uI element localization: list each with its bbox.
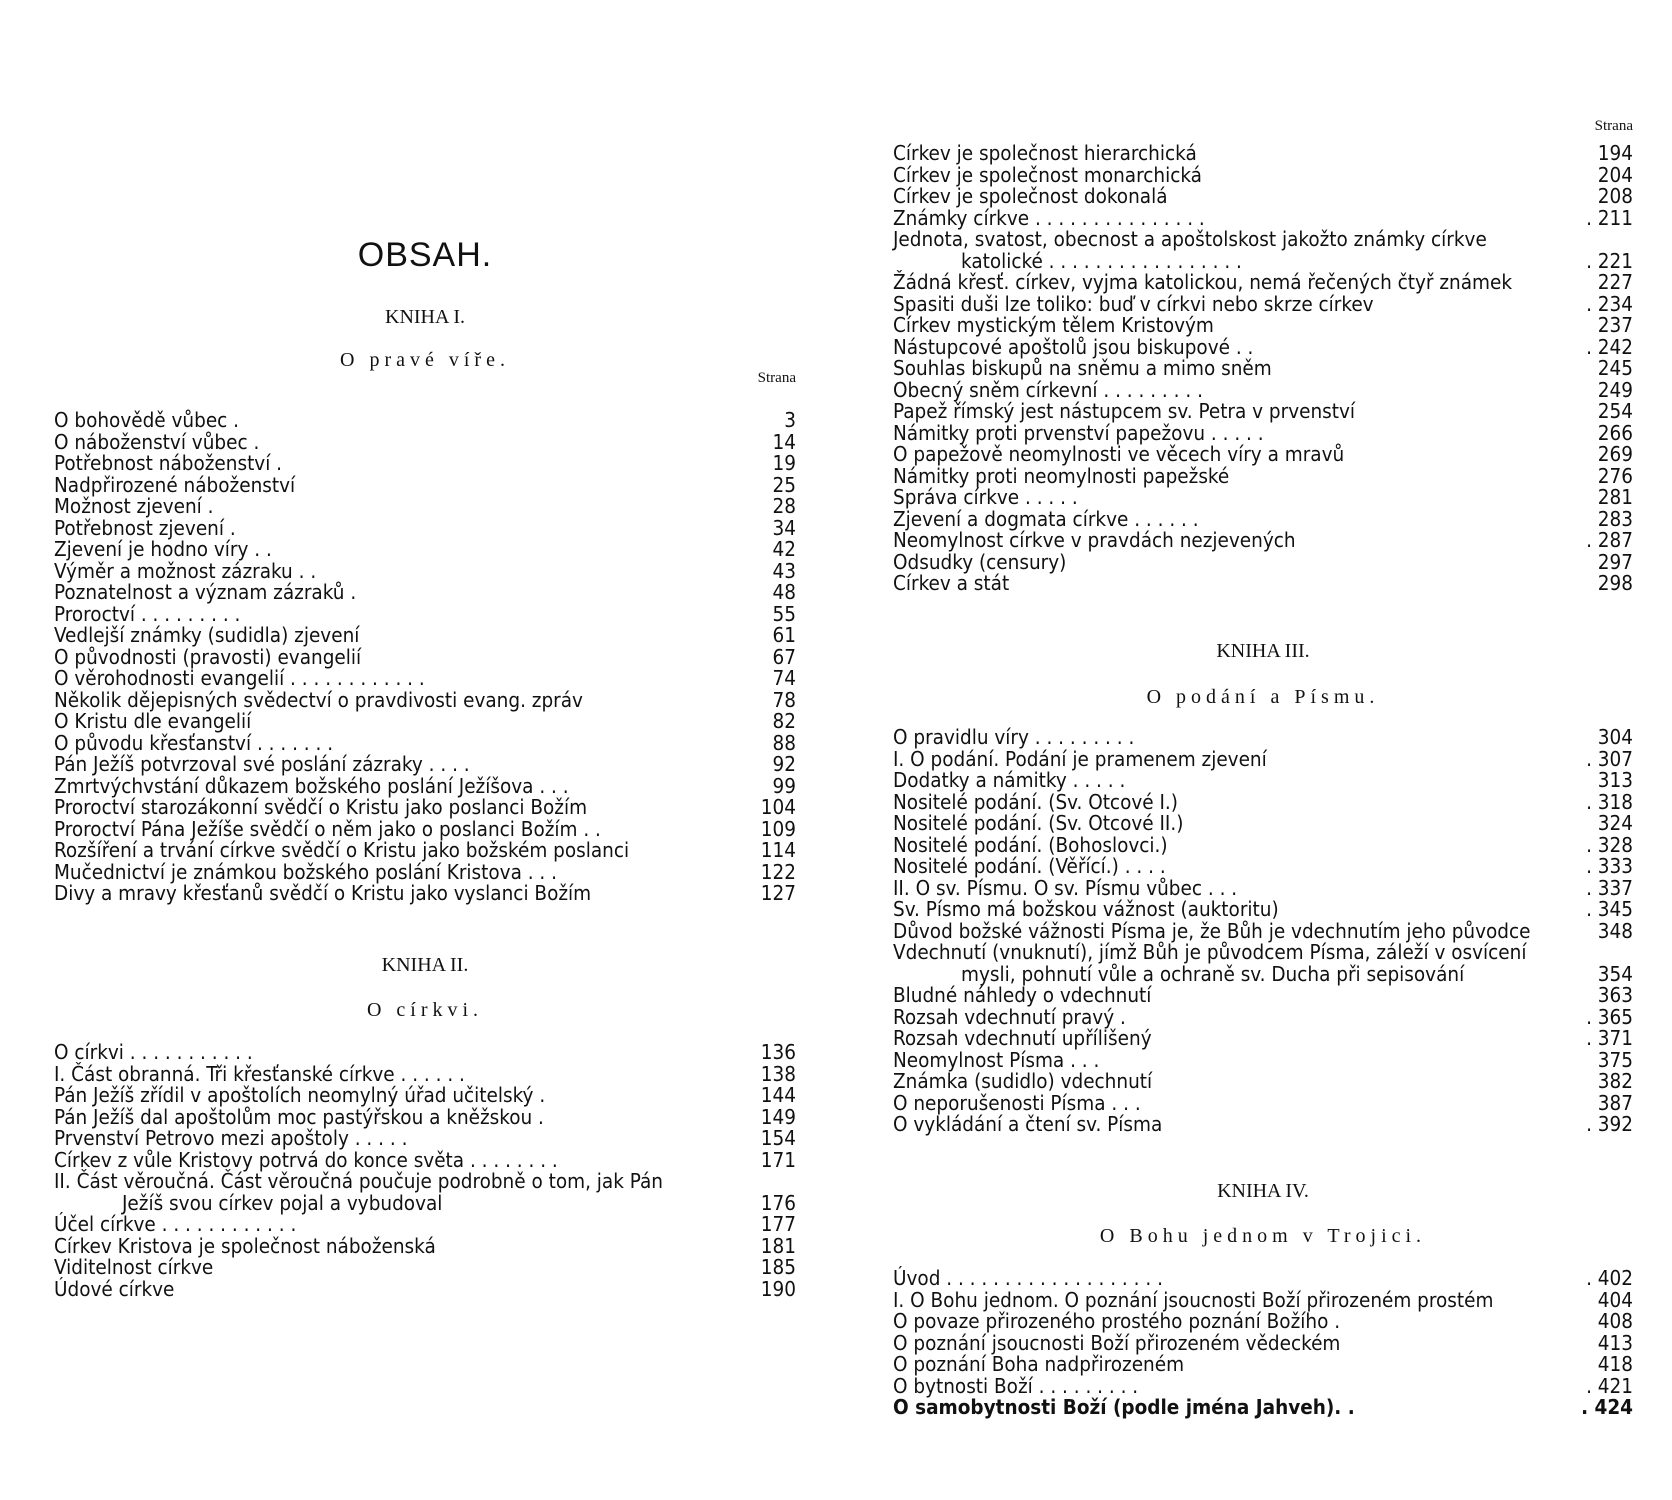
toc-entry	[893, 401, 1633, 423]
toc-entry	[893, 985, 1633, 1007]
toc-entry	[893, 1047, 1633, 1072]
toc-entry-title: O Kristu dle evangelií	[54, 709, 252, 733]
toc-entry-title: Zmrtvýchvstání důkazem božského poslání Ježíšova . . .	[54, 773, 569, 798]
toc-entry-page: 413	[1597, 1330, 1633, 1355]
toc-entry-page: 48	[772, 580, 796, 604]
toc-entry-page: 266	[1597, 420, 1633, 445]
toc-entry-page: . 337	[1586, 875, 1633, 900]
toc-entry-page: . 333	[1586, 854, 1633, 878]
toc-entry	[893, 444, 1633, 466]
toc-entry-page: 171	[760, 1147, 796, 1172]
toc-entry	[54, 1257, 796, 1279]
toc-entry	[893, 291, 1633, 316]
book-4-entries	[893, 1268, 1633, 1419]
toc-entry-page: . 221	[1586, 248, 1633, 273]
toc-entry-title: Prvenství Petrovo mezi apoštoly . . . . .	[54, 1126, 408, 1150]
toc-entry-page: 269	[1597, 442, 1633, 466]
toc-entry-title: Papež římský jest nástupcem sv. Petra v prvenství	[893, 399, 1356, 423]
toc-entry-page: . 424	[1581, 1395, 1633, 1419]
toc-entry-title: Církev je společnost dokonalá	[893, 184, 1168, 208]
toc-entry	[893, 942, 1633, 985]
toc-entry-title: Výměr a možnost zázraku . .	[54, 558, 317, 583]
toc-entry-page: 363	[1597, 983, 1633, 1007]
toc-entry-title: Mučednictví je známkou božského poslání Kristova . . .	[54, 859, 558, 884]
toc-entry-title: O neporušenosti Písma . . .	[893, 1090, 1141, 1115]
toc-entry-title: Pán Ježíš zřídil v apoštolích neomylný úřad učitelský .	[54, 1083, 546, 1107]
toc-entry-title: Nositelé podání. (Sv. Otcové II.)	[893, 811, 1184, 835]
toc-entry-title: O poznání jsoucnosti Boží přirozeném vědeckém	[893, 1330, 1341, 1355]
toc-entry-page: 177	[760, 1212, 796, 1236]
toc-entry	[54, 644, 796, 669]
toc-entry-title: Neomylnost církve v pravdách nezjevených	[893, 528, 1296, 552]
book-4-subtitle: O Bohu jednom v Trojici.	[1099, 1225, 1427, 1247]
toc-entry	[893, 377, 1633, 402]
toc-entry	[893, 1354, 1633, 1376]
toc-entry-page: 19	[772, 451, 796, 475]
toc-entry-title: Vdechnutí (vnuknutí), jímž Bůh je původcem Písma, záleží v osvícení	[893, 940, 1527, 964]
toc-entry-title-continued: katolické . . . . . . . . . . . . . . . . .	[961, 248, 1242, 273]
toc-entry-title: Církev je společnost hierarchická	[893, 141, 1197, 165]
toc-entry	[54, 1214, 796, 1236]
toc-entry	[893, 549, 1633, 574]
toc-entry-page: 237	[1597, 313, 1633, 337]
toc-entry-page: 324	[1597, 811, 1633, 835]
toc-entry-title: Církev je společnost monarchická	[893, 162, 1202, 187]
toc-entry-title: Potřebnost náboženství .	[54, 451, 283, 475]
toc-entry-title: Poznatelnost a význam zázraků .	[54, 580, 357, 604]
toc-entry	[893, 573, 1633, 595]
toc-entry	[893, 1090, 1633, 1115]
toc-entry-page: . 318	[1586, 789, 1633, 814]
book-1-entries	[54, 410, 796, 905]
toc-entry-page: . 392	[1586, 1112, 1633, 1136]
toc-entry	[893, 272, 1633, 294]
toc-entry-page: 114	[760, 838, 796, 862]
toc-entry	[893, 875, 1633, 900]
toc-entry-page: 208	[1597, 184, 1633, 208]
toc-entry-title: I. O podání. Podání je pramenem zjevení	[893, 746, 1267, 771]
book-2-subtitle: O církvi.	[366, 999, 484, 1021]
toc-entry	[893, 506, 1633, 531]
toc-entry-page: 375	[1597, 1047, 1633, 1072]
toc-entry	[54, 1171, 796, 1214]
book-3-heading: KNIHA III.	[1216, 640, 1310, 662]
toc-entry-title: O samobytnosti Boží (podle jména Jahveh). .	[893, 1395, 1355, 1419]
toc-entry	[54, 754, 796, 776]
toc-entry	[893, 530, 1633, 552]
toc-entry	[893, 1287, 1633, 1312]
toc-entry	[54, 797, 796, 819]
toc-entry	[893, 770, 1633, 792]
toc-entry-title: O původu křesťanství . . . . . . .	[54, 730, 334, 755]
toc-entry-title: II. O sv. Písmu. O sv. Písmu vůbec . . .	[893, 875, 1238, 900]
toc-entry-page: 43	[772, 558, 796, 583]
toc-entry	[54, 539, 796, 561]
book-2-entries	[54, 1042, 796, 1300]
toc-entry-page: 88	[772, 730, 796, 755]
toc-entry-title: I. O Bohu jednom. O poznání jsoucnosti Boží přirozeném prostém	[893, 1287, 1494, 1312]
toc-entry-page: 55	[772, 601, 796, 626]
book-1-subtitle: O pravé víře.	[340, 349, 510, 371]
toc-entry-page: 67	[772, 644, 796, 669]
toc-entry-title: Bludné náhledy o vdechnutí	[893, 983, 1152, 1007]
toc-entry-title: O bohovědě vůbec .	[54, 408, 240, 432]
toc-entry-page: 354	[1597, 961, 1633, 986]
strana-label: Strana	[1594, 118, 1633, 134]
toc-entry	[54, 582, 796, 604]
book-4-heading: KNIHA IV.	[1217, 1180, 1309, 1202]
toc-entry-title: Nositelé podání. (Bohoslovci.)	[893, 832, 1168, 857]
toc-entry-title: Rozsah vdechnutí upřílišený	[893, 1026, 1152, 1050]
toc-entry-title: O papežově neomylnosti ve věcech víry a mravů	[893, 442, 1345, 466]
toc-entry-title: Viditelnost církve	[54, 1255, 214, 1279]
toc-entry-page: . 365	[1586, 1004, 1633, 1029]
toc-entry	[893, 229, 1633, 272]
toc-entry	[54, 453, 796, 475]
toc-entry-page: 149	[760, 1104, 796, 1129]
toc-entry-page: 78	[772, 687, 796, 712]
toc-entry-title: Žádná křesť. církev, vyjma katolickou, nemá řečených čtyř známek	[893, 270, 1512, 294]
toc-entry-page: 382	[1597, 1069, 1633, 1093]
toc-entry-page: 313	[1597, 768, 1633, 792]
toc-entry-title: Zjevení a dogmata církve . . . . . .	[893, 506, 1199, 531]
toc-entry-title: Pán Ježíš dal apoštolům moc pastýřskou a kněžskou .	[54, 1104, 544, 1129]
toc-entry	[893, 746, 1633, 771]
toc-entry	[893, 789, 1633, 814]
toc-entry-title: O vykládání a čtení sv. Písma	[893, 1112, 1163, 1136]
toc-entry-title: Dodatky a námitky . . . . .	[893, 768, 1126, 792]
toc-entry-title: Správa církve . . . . .	[893, 485, 1078, 509]
toc-entry-page: . 242	[1586, 334, 1633, 359]
toc-entry-page: 387	[1597, 1090, 1633, 1115]
toc-entry-page: 154	[760, 1126, 796, 1150]
toc-entry-title: Námitky proti prvenství papežovu . . . . .	[893, 420, 1264, 445]
toc-entry-page: 348	[1597, 918, 1633, 943]
toc-entry-page: . 307	[1586, 746, 1633, 771]
book-2-heading: KNIHA II.	[381, 954, 469, 976]
book-1-heading: KNIHA I.	[385, 306, 465, 328]
toc-entry-page: . 421	[1586, 1373, 1633, 1398]
toc-entry-title: Známka (sudidlo) vdechnutí	[893, 1069, 1153, 1093]
toc-entry-page: 254	[1597, 399, 1633, 423]
toc-entry	[893, 1004, 1633, 1029]
toc-entry	[893, 918, 1633, 943]
toc-entry-page: 34	[772, 515, 796, 540]
toc-entry	[893, 856, 1633, 878]
toc-entry-page: 138	[760, 1061, 796, 1086]
toc-entry-title: Nositelé podání. (Sv. Otcové I.)	[893, 789, 1178, 814]
toc-entry-page: 304	[1597, 725, 1633, 749]
toc-entry-page: 104	[760, 795, 796, 819]
toc-entry	[54, 816, 796, 841]
toc-entry-page: 181	[760, 1233, 796, 1258]
toc-entry	[893, 143, 1633, 165]
toc-entry-title: Námitky proti neomylnosti papežské	[893, 463, 1230, 488]
toc-entry-title: Spasiti duši lze toliko: buď v církvi nebo skrze církev	[893, 291, 1374, 316]
toc-entry-page: . 328	[1586, 832, 1633, 857]
toc-entry-page: 82	[772, 709, 796, 733]
toc-entry-title: O poznání Boha nadpřirozeném	[893, 1352, 1185, 1376]
toc-entry-page: 144	[760, 1083, 796, 1107]
toc-entry	[54, 1085, 796, 1107]
toc-entry	[54, 601, 796, 626]
toc-entry-title: Proroctví . . . . . . . . .	[54, 601, 241, 626]
toc-entry	[54, 410, 796, 432]
toc-entry-title: Pán Ježíš potvrzoval své poslání zázraky . . . .	[54, 752, 470, 776]
toc-entry	[893, 162, 1633, 187]
toc-entry	[893, 1114, 1633, 1136]
toc-entry-page: 281	[1597, 485, 1633, 509]
toc-entry	[54, 859, 796, 884]
toc-entry	[893, 727, 1633, 749]
strana-label: Strana	[757, 370, 796, 386]
toc-entry-page: 408	[1597, 1309, 1633, 1333]
toc-entry-title: O povaze přirozeného prostého poznání Božího .	[893, 1309, 1341, 1333]
toc-entry-title: Nástupcové apoštolů jsou biskupové . .	[893, 334, 1254, 359]
toc-entry-title: Údové církve	[54, 1276, 175, 1301]
toc-entry-page: 28	[772, 494, 796, 518]
toc-entry-title: O původnosti (pravosti) evangelií	[54, 644, 362, 669]
toc-entry	[893, 334, 1633, 359]
toc-entry-title: Souhlas biskupů na sněmu a mimo sněm	[893, 356, 1272, 380]
toc-entry-title: O církvi . . . . . . . . . . .	[54, 1040, 253, 1064]
toc-entry-page: 99	[772, 773, 796, 798]
toc-entry-title: Sv. Písmo má božskou vážnost (auktoritu)	[893, 897, 1279, 921]
toc-entry-title: Nadpřirozené náboženství	[54, 472, 296, 497]
page-title: OBSAH.	[357, 236, 493, 274]
toc-entry-title: Zjevení je hodno víry . .	[54, 537, 272, 561]
toc-entry-page: 194	[1597, 141, 1633, 165]
toc-entry	[54, 840, 796, 862]
toc-entry-page: 283	[1597, 506, 1633, 531]
toc-entry-title: Jednota, svatost, obecnost a apoštolskost jakožto známky církve	[893, 227, 1487, 251]
toc-entry	[893, 487, 1633, 509]
toc-entry-page: 109	[760, 816, 796, 841]
toc-entry-title: Rozsah vdechnutí pravý .	[893, 1004, 1126, 1029]
toc-entry-title: Divy a mravy křesťanů svědčí o Kristu jako vyslanci Božím	[54, 881, 592, 905]
toc-entry-page: 92	[772, 752, 796, 776]
toc-entry-title: Známky církve . . . . . . . . . . . . . . .	[893, 205, 1205, 230]
toc-entry-title: Nositelé podání. (Věřící.) . . . .	[893, 854, 1166, 878]
toc-entry	[893, 1028, 1633, 1050]
toc-entry-title: Několik dějepisných svědectví o pravdivosti evang. zpráv	[54, 687, 583, 712]
toc-entry-title: Možnost zjevení .	[54, 494, 214, 518]
toc-entry-page: . 287	[1586, 528, 1633, 552]
toc-entry	[54, 1128, 796, 1150]
toc-entry-title: Církev a stát	[893, 571, 1010, 595]
toc-entry-page: . 234	[1586, 291, 1633, 316]
toc-entry	[893, 205, 1633, 230]
toc-entry	[54, 711, 796, 733]
toc-entry-page: . 371	[1586, 1026, 1633, 1050]
toc-entry	[54, 1233, 796, 1258]
toc-entry-title: Obecný sněm církevní . . . . . . . . .	[893, 377, 1203, 402]
toc-entry-page: 176	[760, 1190, 796, 1215]
toc-entry-title: Odsudky (censury)	[893, 549, 1067, 574]
toc-entry	[893, 420, 1633, 445]
toc-entry-title: Proroctví starozákonní svědčí o Kristu jako poslanci Božím	[54, 795, 588, 819]
toc-entry	[893, 1373, 1633, 1398]
toc-entry	[54, 1042, 796, 1064]
toc-entry-page: 25	[772, 472, 796, 497]
toc-entry	[893, 1311, 1633, 1333]
toc-entry	[893, 463, 1633, 488]
toc-entry	[893, 186, 1633, 208]
toc-entry-title: O věrohodnosti evangelií . . . . . . . . . . . .	[54, 666, 425, 690]
toc-entry-page: 404	[1597, 1287, 1633, 1312]
toc-entry-page: 276	[1597, 463, 1633, 488]
toc-entry	[893, 832, 1633, 857]
toc-entry	[54, 687, 796, 712]
toc-entry-page: 245	[1597, 356, 1633, 380]
toc-entry	[893, 899, 1633, 921]
toc-entry-page: 14	[772, 429, 796, 454]
toc-entry	[54, 625, 796, 647]
toc-entry	[893, 813, 1633, 835]
toc-entry-title-continued: mysli, pohnutí vůle a ochraně sv. Ducha při sepisování	[961, 961, 1465, 986]
toc-entry-title: Neomylnost Písma . . .	[893, 1047, 1100, 1072]
book-3-subtitle: O podání a Písmu.	[1146, 686, 1380, 708]
toc-entry	[893, 1330, 1633, 1355]
toc-entry	[54, 472, 796, 497]
toc-entry	[54, 1276, 796, 1301]
toc-entry-title: Rozšíření a trvání církve svědčí o Kristu jako božském poslanci	[54, 838, 630, 862]
toc-entry-page: 42	[772, 537, 796, 561]
toc-entry	[893, 315, 1633, 337]
toc-entry-page: 127	[760, 881, 796, 905]
toc-entry-page: 122	[760, 859, 796, 884]
toc-entry-page: 297	[1597, 549, 1633, 574]
toc-entry	[54, 558, 796, 583]
toc-entry	[54, 1104, 796, 1129]
toc-entry	[54, 496, 796, 518]
toc-entry-page: 61	[772, 623, 796, 647]
toc-entry	[54, 773, 796, 798]
book-3-entries	[893, 727, 1633, 1136]
toc-entry	[54, 429, 796, 454]
toc-entry-title: Církev z vůle Kristovy potrvá do konce světa . . . . . . . .	[54, 1147, 558, 1172]
toc-entry-title: Účel církve . . . . . . . . . . . .	[54, 1212, 297, 1236]
toc-entry-page: . 402	[1586, 1266, 1633, 1290]
toc-entry-title: Církev mystickým tělem Kristovým	[893, 313, 1214, 337]
toc-entry-page: 185	[760, 1255, 796, 1279]
toc-entry-title: Potřebnost zjevení .	[54, 515, 236, 540]
toc-entry-page: . 211	[1586, 205, 1633, 230]
toc-entry	[54, 515, 796, 540]
toc-entry-title: Vedlejší známky (sudidla) zjevení	[54, 623, 360, 647]
toc-entry-page: 204	[1597, 162, 1633, 187]
toc-entry-title: I. Část obranná. Tři křesťanské církve . . . . . .	[54, 1061, 465, 1086]
toc-entry-page: 227	[1597, 270, 1633, 294]
toc-entry-page: 190	[760, 1276, 796, 1301]
toc-entry-title: O bytnosti Boží . . . . . . . . .	[893, 1373, 1139, 1398]
toc-entry	[893, 1071, 1633, 1093]
toc-entry-title: Církev Kristova je společnost náboženská	[54, 1233, 436, 1258]
toc-entry-page: 249	[1597, 377, 1633, 402]
toc-entry-title: II. Část věroučná. Část věroučná poučuje podrobně o tom, jak Pán	[54, 1169, 663, 1193]
toc-entry	[54, 883, 796, 905]
toc-entry	[893, 1397, 1633, 1419]
toc-entry-page: . 345	[1586, 897, 1633, 921]
toc-entry-title-continued: Ježíš svou církev pojal a vybudoval	[122, 1190, 443, 1215]
toc-entry	[893, 358, 1633, 380]
toc-entry-title: Důvod božské vážnosti Písma je, že Bůh je vdechnutím jeho původce	[893, 918, 1531, 943]
toc-entry-title: O náboženství vůbec .	[54, 429, 260, 454]
toc-entry-title: O pravidlu víry . . . . . . . . .	[893, 725, 1135, 749]
book-2-entries-continued	[893, 143, 1633, 595]
toc-entry	[54, 1147, 796, 1172]
toc-entry-title: Proroctví Pána Ježíše svědčí o něm jako o poslanci Božím . .	[54, 816, 601, 841]
toc-entry	[54, 730, 796, 755]
toc-entry	[54, 1061, 796, 1086]
toc-entry	[893, 1268, 1633, 1290]
toc-entry	[54, 668, 796, 690]
toc-entry-page: 298	[1597, 571, 1633, 595]
toc-entry-page: 3	[784, 408, 796, 432]
toc-entry-title: Úvod . . . . . . . . . . . . . . . . . . .	[893, 1266, 1163, 1290]
toc-entry-page: 74	[772, 666, 796, 690]
toc-entry-page: 136	[760, 1040, 796, 1064]
toc-entry-page: 418	[1597, 1352, 1633, 1376]
